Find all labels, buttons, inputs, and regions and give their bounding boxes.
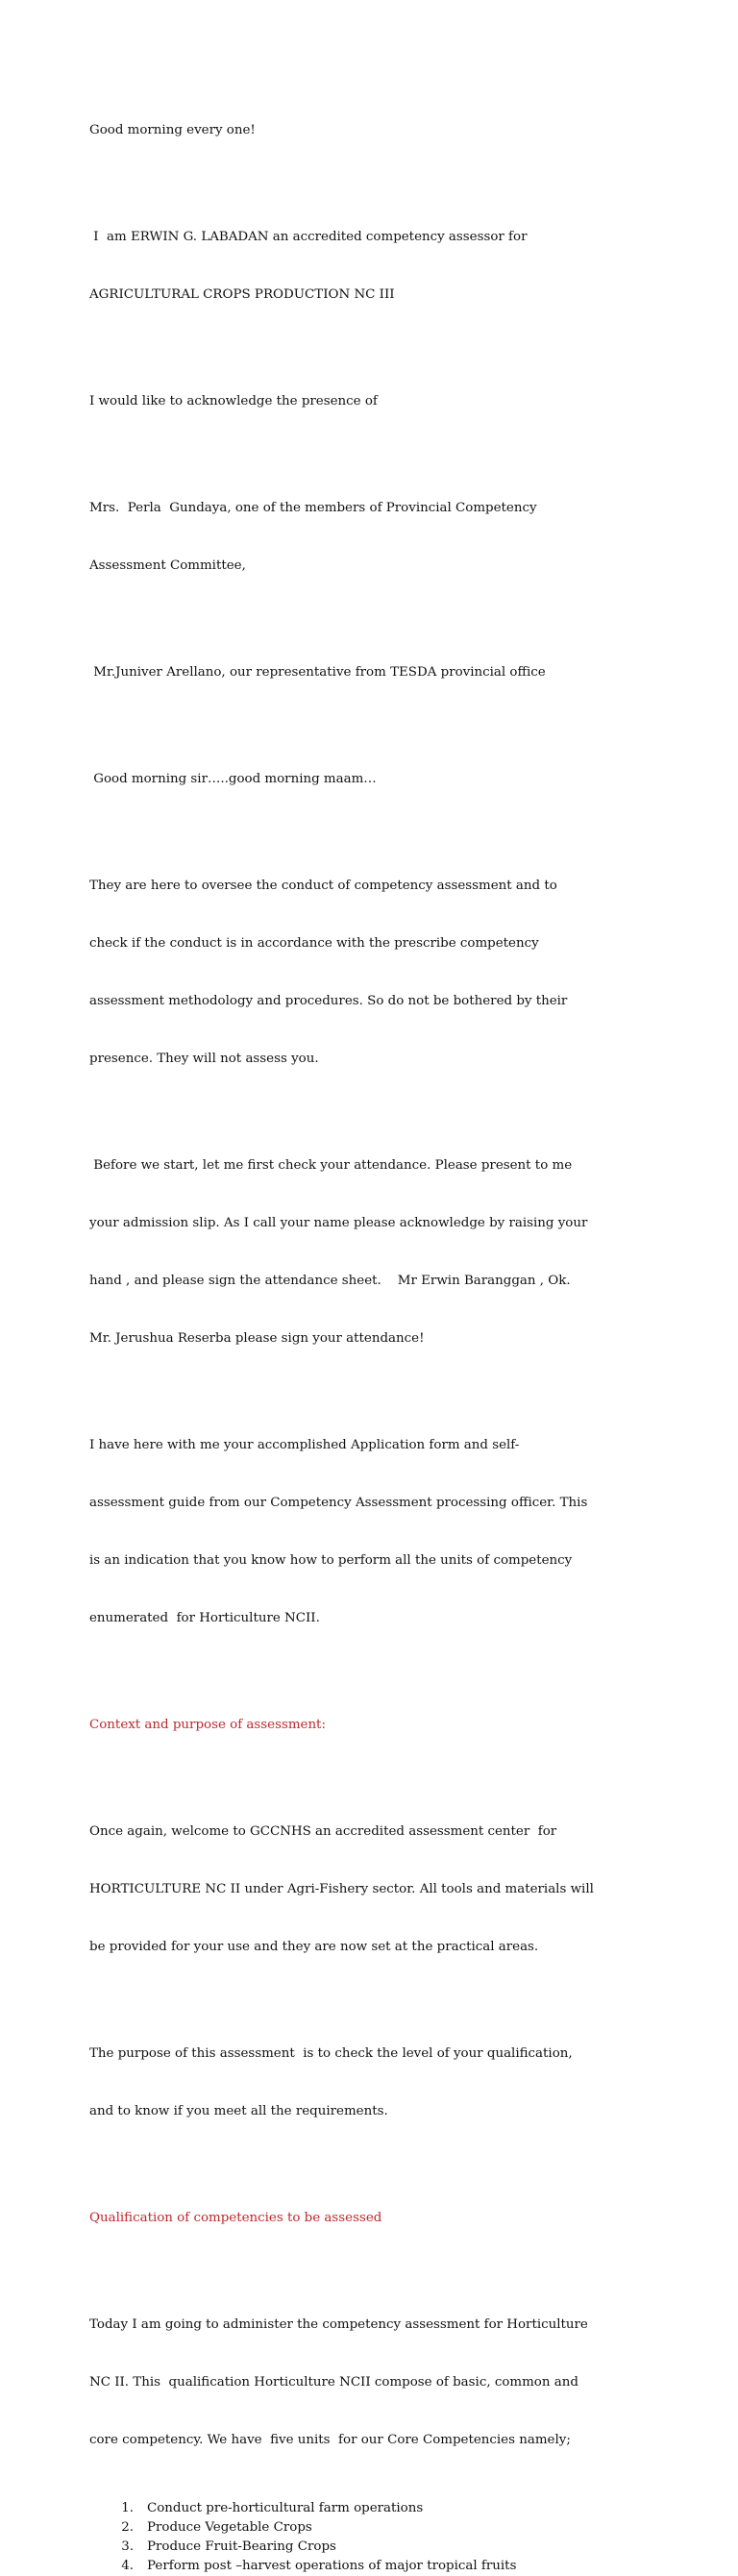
acknowledge-line: I would like to acknowledge the presence of [89, 394, 378, 409]
acknowledge-paragraph [89, 354, 652, 450]
attendance-paragraph [89, 1118, 652, 1387]
today-line: core competency. We have five units for our Core Competencies namely; [89, 2433, 571, 2447]
member-line: Assessment Committee, [89, 558, 246, 573]
application-line: enumerated for Horticulture NCII. [89, 1611, 320, 1625]
good-morning-line: Good morning sir…..good morning maam… [89, 772, 377, 786]
greeting-line: Good morning every one! [89, 123, 256, 137]
list-item [89, 2538, 652, 2557]
welcome-line: HORTICULTURE NC II under Agri-Fishery sector. All tools and materials will [89, 1882, 594, 1896]
context-heading-text: Context and purpose of assessment: [89, 1718, 326, 1732]
list-item-text: Conduct pre-horticultural farm operations [147, 2501, 424, 2515]
today-paragraph [89, 2277, 652, 2489]
welcome-paragraph [89, 1784, 652, 1995]
representative-paragraph [89, 625, 652, 721]
list-item-text: Produce Fruit-Bearing Crops [147, 2539, 336, 2554]
oversee-line: assessment methodology and procedures. So do not be bothered by their [89, 994, 568, 1008]
good-morning-paragraph [89, 731, 652, 828]
attendance-line: Before we start, let me first check your attendance. Please present to me [89, 1158, 573, 1173]
attendance-line: your admission slip. As I call your name please acknowledge by raising your [89, 1216, 588, 1230]
representative-line: Mr.Juniver Arellano, our representative from TESDA provincial office [89, 665, 546, 680]
welcome-line: Once again, welcome to GCCNHS an accredited assessment center for [89, 1824, 557, 1839]
intro-paragraph [89, 189, 652, 343]
today-line: Today I am going to administer the competency assessment for Horticulture [89, 2317, 588, 2332]
list-item-number: 2. [121, 2520, 134, 2535]
oversee-paragraph [89, 838, 652, 1107]
purpose-line: The purpose of this assessment is to check the level of your qualification, [89, 2046, 573, 2061]
context-heading [89, 1677, 652, 1773]
document-page [89, 83, 652, 2576]
list-item [89, 2557, 652, 2576]
application-line: assessment guide from our Competency Assessment processing officer. This [89, 1496, 588, 1510]
oversee-line: They are here to oversee the conduct of competency assessment and to [89, 879, 557, 893]
purpose-line: and to know if you meet all the requirements. [89, 2104, 388, 2118]
attendance-line: hand , and please sign the attendance sheet. Mr Erwin Baranggan , Ok. [89, 1274, 571, 1288]
list-item-text: Produce Vegetable Crops [147, 2520, 312, 2535]
list-item [89, 2499, 652, 2518]
member-line: Mrs. Perla Gundaya, one of the members of Provincial Competency [89, 501, 537, 515]
intro-line: I am ERWIN G. LABADAN an accredited competency assessor for [89, 230, 528, 244]
member-paragraph [89, 460, 652, 614]
list-item-number: 1. [121, 2501, 134, 2515]
list-item-number: 3. [121, 2539, 134, 2554]
list-item [89, 2518, 652, 2538]
greeting-paragraph [89, 83, 652, 179]
intro-line: AGRICULTURAL CROPS PRODUCTION NC III [89, 287, 395, 302]
attendance-line: Mr. Jerushua Reserba please sign your attendance! [89, 1331, 425, 1346]
oversee-line: presence. They will not assess you. [89, 1052, 319, 1066]
welcome-line: be provided for your use and they are now set at the practical areas. [89, 1940, 539, 1954]
list-item-text: Perform post –harvest operations of major tropical fruits [147, 2559, 517, 2573]
qualification-heading-text: Qualification of competencies to be assessed [89, 2211, 382, 2225]
application-paragraph [89, 1398, 652, 1667]
application-line: I have here with me your accomplished Application form and self- [89, 1438, 520, 1452]
application-line: is an indication that you know how to perform all the units of competency [89, 1553, 573, 1568]
core-competency-list [89, 2499, 652, 2576]
oversee-line: check if the conduct is in accordance with the prescribe competency [89, 936, 539, 951]
today-line: NC II. This qualification Horticulture NCII compose of basic, common and [89, 2375, 578, 2390]
purpose-paragraph [89, 2006, 652, 2160]
list-item-number: 4. [121, 2559, 134, 2573]
qualification-heading [89, 2170, 652, 2266]
